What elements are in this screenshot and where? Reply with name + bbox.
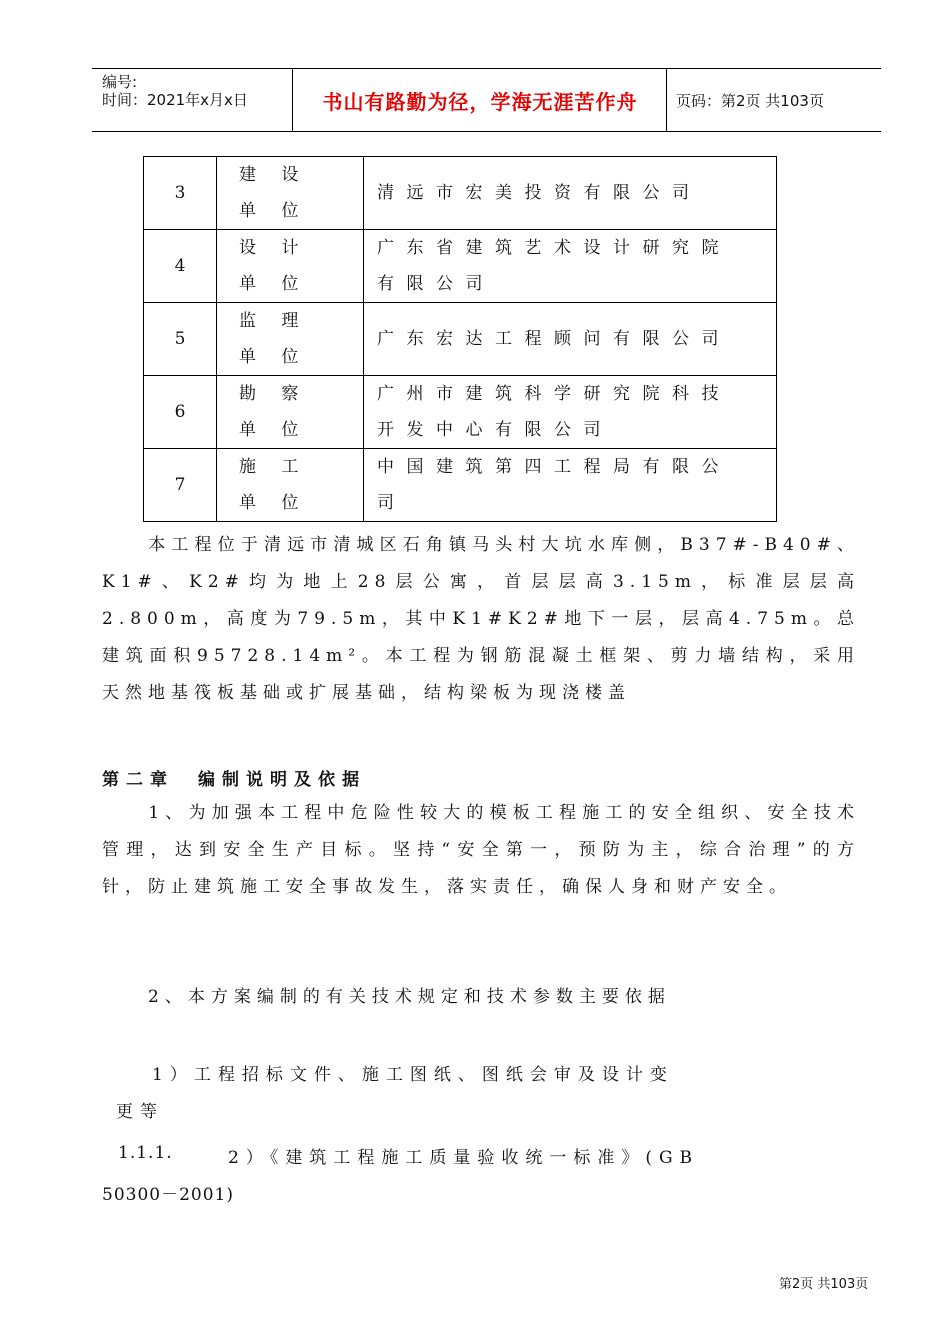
unit-name xyxy=(364,376,777,449)
table-row xyxy=(144,230,777,303)
unit-role-line: 勘 察 xyxy=(239,384,309,404)
unit-role-line: 设 计 xyxy=(239,238,309,258)
basis-item-2: 2、本方案编制的有关技术规定和技术参数主要依据 xyxy=(102,987,671,1007)
header-motto: 书山有路勤为径，学海无涯苦作舟 xyxy=(322,89,638,114)
unit-name xyxy=(364,303,777,376)
project-description: 本工程位于清远市清城区石角镇马头村大坑水库侧，B37#-B40#、K1#、K2#均为地上28层公寓，首层层高3.15m，标准层层高2.800m，高度为79.5m，其中K1#K2#地下一层，层高4.75m。总建筑面积95728.14m²。本工程为钢筋混凝土框架、剪力墙结构，采用天然地基筏板基础或扩展基础，结构梁板为现浇楼盖 xyxy=(102,535,860,703)
table-row xyxy=(144,303,777,376)
row-number: 4 xyxy=(144,230,217,303)
unit-role-line: 单 位 xyxy=(239,201,309,221)
unit-name-line: 广州市建筑科学研究院科技 xyxy=(377,384,731,404)
row-number: 6 xyxy=(144,376,217,449)
unit-role-line: 单 位 xyxy=(239,274,309,294)
unit-name-line: 司 xyxy=(377,493,407,513)
row-number: 5 xyxy=(144,303,217,376)
unit-role-line: 施 工 xyxy=(239,457,309,477)
table-row xyxy=(144,157,777,230)
unit-name xyxy=(364,157,777,230)
unit-name-line: 广东宏达工程顾问有限公司 xyxy=(377,329,731,349)
row-number: 7 xyxy=(144,449,217,522)
unit-role-line: 监 理 xyxy=(239,311,309,331)
unit-role xyxy=(217,157,364,230)
unit-name-line: 中国建筑第四工程局有限公 xyxy=(377,457,731,477)
unit-role xyxy=(217,376,364,449)
unit-role xyxy=(217,230,364,303)
basis-item-1: 1、为加强本工程中危险性较大的模板工程施工的安全组织、安全技术管理，达到安全生产目标。坚持“安全第一，预防为主，综合治理”的方针，防止建筑施工安全事故发生，落实责任，确保人身和财产安全。 xyxy=(102,803,860,897)
sub-item-2-line1: 2）《建筑工程施工质量验收统一标准》(GB xyxy=(228,1148,700,1168)
page-header xyxy=(92,68,881,132)
unit-role xyxy=(217,303,364,376)
header-divider xyxy=(292,69,293,131)
unit-role-line: 单 位 xyxy=(239,420,309,440)
header-divider xyxy=(666,69,667,131)
sub-item-1-line1: 1）工程招标文件、施工图纸、图纸会审及设计变 xyxy=(152,1065,674,1085)
unit-name xyxy=(364,230,777,303)
table-row xyxy=(144,449,777,522)
header-time: 时间：2021年x月x日 xyxy=(102,91,248,109)
header-meta xyxy=(102,73,248,109)
unit-role-line: 单 位 xyxy=(239,493,309,513)
unit-name xyxy=(364,449,777,522)
row-number: 3 xyxy=(144,157,217,230)
unit-name-line: 开发中心有限公司 xyxy=(377,420,613,440)
sub-item-1-line2: 更等 xyxy=(116,1102,164,1122)
chapter-title: 第二章 编制说明及依据 xyxy=(102,770,366,790)
sub-item-2-number: 1.1.1. xyxy=(118,1143,173,1163)
table-row xyxy=(144,376,777,449)
unit-role-line: 单 位 xyxy=(239,347,309,367)
unit-role xyxy=(217,449,364,522)
page-footer: 第2页 共103页 xyxy=(779,1277,869,1292)
header-page-info: 页码：第2页 共103页 xyxy=(676,91,824,110)
unit-name-line: 广东省建筑艺术设计研究院 xyxy=(377,238,731,258)
unit-role-line: 建 设 xyxy=(239,165,309,185)
unit-name-line: 清远市宏美投资有限公司 xyxy=(377,183,702,203)
header-id-label: 编号: xyxy=(102,73,138,91)
unit-name-line: 有限公司 xyxy=(377,274,495,294)
sub-item-2-line2: 50300－2001) xyxy=(102,1185,234,1205)
units-table xyxy=(143,156,777,522)
